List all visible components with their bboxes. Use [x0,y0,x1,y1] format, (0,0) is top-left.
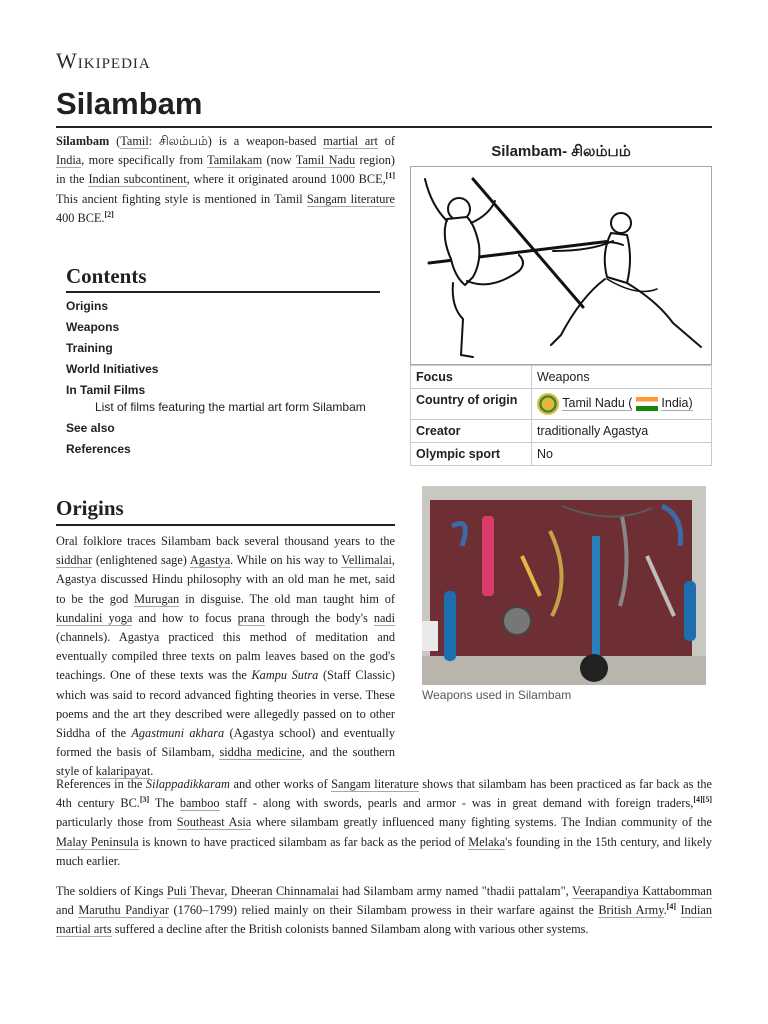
section-heading-origins: Origins [56,496,124,520]
infobox-value: traditionally Agastya [532,420,712,443]
inline-link[interactable]: Indian martial arts [56,903,712,937]
toc-item-origins[interactable]: Origins [66,299,109,313]
inline-link[interactable]: Veerapandiya Kattabomman [571,884,713,898]
weapons-photo-image [422,486,706,685]
infobox [410,142,712,466]
tamil-nadu-emblem-icon[interactable] [537,393,559,415]
citation-ref[interactable]: [4][5] [693,795,712,805]
page-title: Silambam [56,86,203,121]
inline-link[interactable]: Agastya [189,553,231,568]
inline-link[interactable]: Southeast Asia [176,815,252,830]
inline-link[interactable]: British Army [598,903,664,918]
inline-link[interactable]: siddha medicine [219,745,302,760]
infobox-key: Olympic sport [411,443,532,466]
title-divider [56,126,712,128]
lead-paragraph: Silambam (Tamil: சிலம்பம்) is a weapon-based martial art of India, more specifically from Tamilakam (now Tamil Nadu region) in the Indian subcontinent, where it originated around 1000 BCE,[1] This ancient fighting style is mentioned in Tamil Sangam literature 400 BCE.[2] [56,134,395,225]
inline-link[interactable]: Sangam literature [306,191,395,206]
inline-link[interactable]: Murugan [134,591,180,606]
citation-ref[interactable]: [4] [666,902,676,912]
tamil-nadu-link[interactable]: Tamil Nadu ( [562,396,633,411]
infobox-row-focus [411,366,712,389]
inline-link[interactable]: martial art [323,134,378,148]
origins-paragraph-1: Oral folklore traces Silambam back several thousand years to the siddhar (enlightened sage) Agastya. While on his way to Vellimalai, Agastya discussed Hindu philosophy with an old man he met, said to be the god Murugan in disguise. The old man taught him of kundalini yoga and how to focus prana through the body's nadi (channels). Agastya practiced this method of meditation and eventually compiled three texts on palm leaves based on the god's teachings. One of these texts was the Kampu Sutra (Staff Classic) which was said to record advanced fighting theories in verse. These poems and the art they described were allegedly passed on to other Siddha of the Agastmuni akhara (Agastya school) and eventually formed the basis of Silambam, siddha medicine, and the southern style of kalaripayat. [56,534,396,779]
toc-heading: Contents [66,264,380,293]
infobox-image[interactable] [410,166,712,365]
inline-link[interactable]: Tamilakam [207,153,263,168]
inline-link[interactable]: siddhar [56,553,93,568]
toc-item-weapons[interactable]: Weapons [66,320,120,334]
toc-subitem-films-list[interactable]: List of films featuring the martial art form Silambam [95,400,366,414]
toc-item-in-tamil-films[interactable]: In Tamil Films List of films featuring the martial art form Silambam [66,383,380,415]
inline-link[interactable]: kalaripayat [95,764,151,779]
origins-paragraph-2: References in the Silappadikkaram and other works of Sangam literature shows that silambam has been practiced as far back as the 4th century BC.[3] The bamboo staff - along with swords, pearls and armor - was in great demand with foreign traders,[4][5] particularly those from Southeast Asia where silambam greatly influenced many fighting systems. The Indian community of the Malay Peninsula is known to have practiced silambam as far back as the period of Melaka's founding in the 15th century, and likely much earlier. [56,777,713,868]
inline-link[interactable]: Vellimalai [341,553,392,568]
citation-ref[interactable]: [2] [104,209,114,219]
bold-term: Silambam [56,134,110,148]
weapons-photo[interactable] [422,486,706,685]
italic-term: Kampu Sutra [251,668,319,683]
inline-link[interactable]: bamboo [179,796,220,811]
inline-link[interactable]: Sangam literature [331,777,419,791]
origins-paragraph-3: The soldiers of Kings Puli Thevar, Dheeran Chinnamalai had Silambam army named "thadii pattalam", Veerapandiya Kattabomman and Maruthu Pandiyar (1760–1799) relied mainly on their Silambam prowess in their warfare against the British Army.[4] Indian martial arts suffered a decline after the British colonists banned Silambam along with various other systems. [56,884,713,937]
silambam-fighters-illustration [411,167,711,364]
inline-link[interactable]: Tamil [120,134,149,148]
wikipedia-wordmark[interactable]: Wikipedia [56,48,151,73]
inline-link[interactable]: Melaka [468,834,506,849]
figure-caption: Weapons used in Silambam [422,688,572,702]
italic-term: Silappadikkaram [145,777,230,791]
inline-link[interactable]: Indian subcontinent [88,172,187,187]
inline-link[interactable]: Puli Thevar [166,884,225,898]
india-link[interactable]: India) [661,396,693,411]
infobox-row-country [411,389,712,420]
inline-link[interactable]: prana [237,610,265,625]
toc-item-world-initiatives[interactable]: World Initiatives [66,362,159,376]
infobox-title: Silambam- சிலம்பம் [491,143,631,160]
toc-item-see-also[interactable]: See also [66,421,115,435]
inline-link[interactable]: Maruthu Pandiyar [78,903,169,918]
section-divider [56,524,395,526]
inline-link[interactable]: Tamil Nadu [295,153,356,168]
infobox-value: Weapons [532,366,712,389]
infobox-value: No [532,443,712,466]
weapons-figure [422,486,706,702]
inline-link[interactable]: India [56,153,82,168]
italic-term: Agastmuni akhara [131,726,225,741]
infobox-value [532,389,712,420]
toc-list [66,299,380,457]
table-of-contents [66,264,380,463]
infobox-key: Creator [411,420,532,443]
india-flag-icon[interactable] [636,397,658,411]
infobox-key: Focus [411,366,532,389]
infobox-key: Country of origin [411,389,532,420]
citation-ref[interactable]: [1] [385,171,395,181]
infobox-row-olympic [411,443,712,466]
inline-link[interactable]: kundalini yoga [56,610,133,625]
infobox-row-creator [411,420,712,443]
infobox-table [410,365,712,466]
inline-link[interactable]: Dheeran Chinnamalai [230,884,339,898]
inline-link[interactable]: nadi [373,610,395,625]
citation-ref[interactable]: [3] [139,795,150,805]
toc-item-references[interactable]: References [66,442,131,456]
toc-item-training[interactable]: Training [66,341,113,355]
inline-link[interactable]: Malay Peninsula [56,834,139,849]
